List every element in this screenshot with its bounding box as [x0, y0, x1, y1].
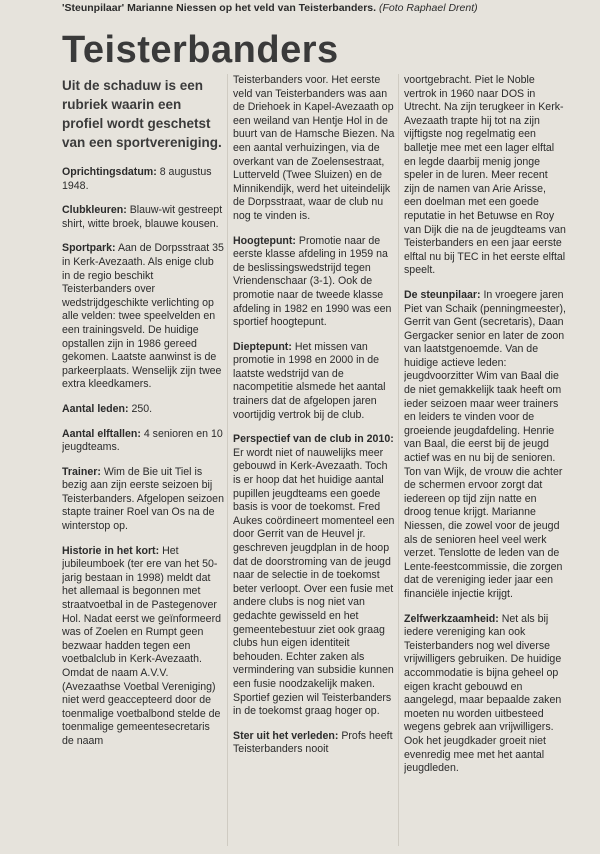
section-heading: Clubkleuren: — [62, 204, 127, 217]
article-section — [404, 289, 566, 602]
section-text: Wim de Bie uit Tiel is bezig aan zijn eerste seizoen bij Teisterbanders. Afgelopen seizoen stapte trainer Roel van Os na de winterstop op. — [62, 465, 224, 533]
section-heading: Zelfwerkzaamheid: — [404, 612, 499, 625]
section-text: Het jubileumboek (ter ere van het 50-jarig bestaan in 1998) meldt dat het allemaal is begonnen met straatvoetbal in de Pastegenover Hol. Nadat eerst we geïnformeerd was of Zoelen en Rumpt geen bezwaar hadden tegen een voetbalclub in Kerk-Avezaath. Omdat de naam A.V.V. (Avezaathse Voetbal Vereniging) niet werd geaccepteerd door de toenmalige voetbalbond stelde de toenmalige gemeentesecretaris de naam — [62, 544, 221, 747]
section-text: Teisterbanders voor. Het eerste veld van Teisterbanders was aan de Driehoek in Kapel-Avezaath op een weiland van Hentje Hol in de buurt van de Hamsche Biezen. Na een aantal verhuizingen, via de overkant van de Zoelensestraat, Lutterveld (Twee Sluizen) en de Minnikendijk, werd het uiteindelijk de Dorpsstraat, waar de club nu nog te vinden is. — [233, 74, 395, 222]
section-text: 250. — [131, 402, 153, 415]
section-text: 4 senioren en 10 jeugdteams. — [62, 427, 223, 454]
section-text: Promotie naar de eerste klasse afdeling in 1959 na de beslissingswedstrijd tegen Vriendenschaar (3-1). Ook de promotie naar de tweede klasse afdeling in 1982 en 1990 was een sportief hoogtepunt. — [233, 234, 392, 329]
section-heading: Aantal elftallen: — [62, 427, 141, 440]
section-text: Blauw-wit gestreept shirt, witte broek, blauwe kousen. — [62, 204, 223, 230]
article-section — [404, 74, 566, 278]
section-text: Net als bij iedere vereniging kan ook Teisterbanders nog wel diverse vrijwilligers gebruiken. De huidige accommodatie is bijna geheel op eigen kracht gebouwd en aangelegd, maar bepaalde zaken moeten nu worden uitbesteed wegens gebrek aan vrijwilligers. Ook het jeugdkader groeit niet evenredig mee met het aantal jeugdleden. — [404, 612, 562, 775]
article-section — [62, 428, 224, 455]
photo-caption — [62, 2, 598, 15]
article-section — [233, 341, 395, 423]
article-section — [62, 204, 224, 231]
section-text: In vroegere jaren Piet van Schaik (penningmeester), Gerrit van Gent (secretaris), Daan Gergacker senior en later de zoon van laatstgenoemde. Van de huidige actieve leden: jeugdvoorzitter Wim van Baal die de niet gemakkelijk taak heeft om ieder seizoen maar weer trainers en leiders te vinden voor de groeiende jeugdafdeling. Henrie van Baal, die eerst bij de jeugd actief was en nu bij de senioren. Ton van Wijk, de vrouw die achter de schermen ervoor zorgt dat iedereen op tijd zijn natte en droog tenue krijgt. Marianne Niessen, die zowel voor de jeugd als de senioren heel veel werk verzet. Tenslotte de leden van de Lente-feestcommissie, die zorgen dat de vereniging ieder jaar een financiële injectie krijgt. — [404, 288, 566, 600]
article-title: Teisterbanders — [62, 29, 339, 71]
section-heading: Trainer: — [62, 465, 101, 478]
section-heading: Ster uit het verleden: — [233, 729, 339, 742]
article-section — [62, 545, 224, 749]
section-text: Aan de Dorpsstraat 35 in Kerk-Avezaath. Als enige club in de regio beschikt Teisterbanders over wedstrijdgeschikte verlichting op alle velden: twee speelvelden en een trainingsveld. De huidige opstallen zijn in 1986 gereed gekomen. Laatste aanwinst is de parkeerplaats. Wenselijk zijn twee extra kleedkamers. — [62, 242, 224, 391]
article-section — [62, 403, 224, 417]
caption-text: 'Steunpilaar' Marianne Niessen op het veld van Teisterbanders. — [62, 2, 377, 14]
article-section — [233, 433, 395, 718]
article-column-2 — [233, 74, 395, 850]
section-heading: Sportpark: — [62, 242, 116, 255]
section-heading: Aantal leden: — [62, 402, 129, 415]
section-heading: Oprichtingsdatum: — [62, 166, 157, 178]
section-text: voortgebracht. Piet le Noble vertrok in 1960 naar DOS in Utrecht. Na zijn terugkeer in Kerk-Avezaath trapte hij tot na zijn vijftigste nog regelmatig een balletje mee met een lager elftal en legde daarbij menig jonge speler in de luren. Meer recent zijn de namen van Arie Arisse, een doelman met een goede reputatie in het Betuwse en Roy van Dijk die na de jeugdteams van Teisterbanders en een jaar eerste elftal nu bij TEC in het eerste elftal speelt. — [404, 74, 566, 277]
article-column-1 — [62, 74, 224, 850]
section-heading: De steunpilaar: — [404, 288, 481, 301]
column-divider — [227, 74, 228, 846]
article-column-3 — [404, 74, 566, 850]
article-section — [62, 166, 224, 193]
article-section — [233, 235, 395, 330]
section-heading: Dieptepunt: — [233, 340, 292, 353]
section-text: 8 augustus 1948. — [62, 166, 212, 192]
article-section — [233, 730, 395, 757]
article-section — [404, 613, 566, 776]
section-text: Het missen van promotie in 1998 en 2000 in de laatste wedstrijd van de nacompetitie alsmede het aantal trainers dat de afgelopen jaren voortijdig vertrok bij de club. — [233, 340, 386, 421]
article-section — [233, 74, 395, 224]
section-text: Er wordt niet of nauwelijks meer gebouwd in Kerk-Avezaath. Toch is er hoop dat het huidige aantal pupillen jeugdteams een goede basis is voor de toekomst. Fred Aukes coördineert momenteel een door Gerrit van de Heuvel jr. geschreven jeugdplan in de hoop dat de doorstroming van de jeugd naar de selectie in de toekomst beter verloopt. Over een fusie met andere clubs is nog niet van gedachte gewisseld en het gemeentebestuur ziet ook graag clubs hun eigen identiteit behouden. Echter zaken als vermindering van subsidie kunnen een fusie noodzakelijk maken. Sportief gezien wil Teisterbanders in de toekomst graag hoger op. — [233, 446, 395, 718]
column-divider — [398, 74, 399, 846]
section-text: Profs heeft Teisterbanders nooit — [233, 729, 393, 756]
section-heading: Hoogtepunt: — [233, 234, 296, 247]
article-section — [62, 466, 224, 534]
section-heading: Perspectief van de club in 2010: — [233, 433, 394, 446]
article-section — [62, 242, 224, 392]
section-heading: Historie in het kort: — [62, 544, 160, 557]
article-intro: Uit de schaduw is een rubriek waarin een profiel wordt geschetst van een sportvereniging. — [62, 78, 222, 150]
photo-credit: (Foto Raphael Drent) — [378, 2, 478, 14]
